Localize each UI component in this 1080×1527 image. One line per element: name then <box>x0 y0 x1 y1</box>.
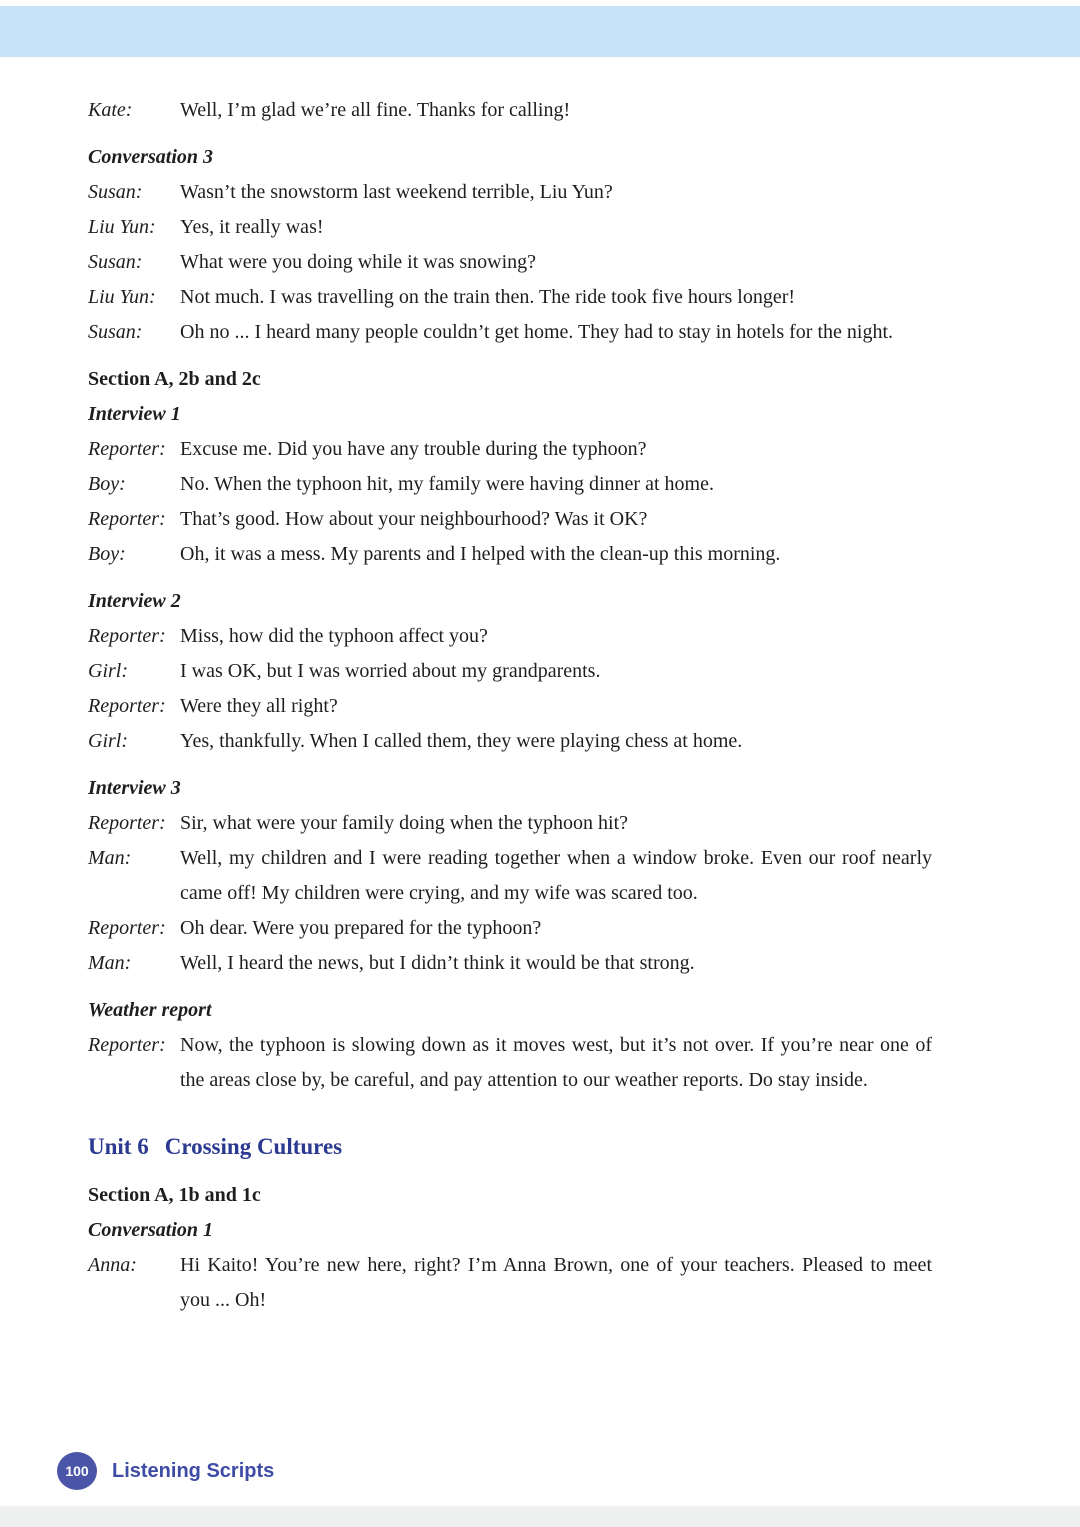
unit-title: Crossing Cultures <box>164 1134 343 1159</box>
speaker-label: Liu Yun: <box>88 286 156 308</box>
dialogue-line <box>88 537 932 572</box>
dialogue-line <box>88 1248 932 1318</box>
dialogue-line <box>88 911 932 946</box>
dialogue-line <box>88 619 932 654</box>
dialogue-text: That’s good. How about your neighbourhood? Was it OK? <box>180 508 648 530</box>
dialogue-text: Oh no ... I heard many people couldn’t get home. They had to stay in hotels for the night. <box>180 321 893 343</box>
speaker-label: Liu Yun: <box>88 216 156 238</box>
section-heading-2b-2c: Section A, 2b and 2c <box>88 368 261 390</box>
subheading-conversation-3: Conversation 3 <box>88 146 214 168</box>
subheading-interview-2: Interview 2 <box>88 590 181 612</box>
speaker-label: Anna: <box>88 1254 137 1276</box>
dialogue-line <box>88 315 932 350</box>
dialogue-text: Miss, how did the typhoon affect you? <box>180 625 488 647</box>
dialogue-line <box>88 245 932 280</box>
page-footer <box>57 1452 274 1490</box>
page-number-badge: 100 <box>57 1452 97 1490</box>
dialogue-line <box>88 806 932 841</box>
speaker-label: Susan: <box>88 181 143 203</box>
dialogue-text: Hi Kaito! You’re new here, right? I’m Anna Brown, one of your teachers. Pleased to meet you ... Oh! <box>180 1254 932 1311</box>
speaker-label: Girl: <box>88 660 128 682</box>
dialogue-text: No. When the typhoon hit, my family were having dinner at home. <box>180 473 714 495</box>
dialogue-line <box>88 1028 932 1098</box>
speaker-label: Reporter: <box>88 695 166 717</box>
dialogue-line <box>88 210 932 245</box>
speaker-label: Man: <box>88 952 132 974</box>
speaker-label: Boy: <box>88 473 126 495</box>
dialogue-text: Well, I’m glad we’re all fine. Thanks for calling! <box>180 99 571 121</box>
speaker-label: Reporter: <box>88 917 166 939</box>
speaker-label: Reporter: <box>88 625 166 647</box>
unit-heading <box>88 1130 932 1164</box>
dialogue-line <box>88 280 932 315</box>
subheading-interview-1: Interview 1 <box>88 403 181 425</box>
dialogue-text: What were you doing while it was snowing? <box>180 251 537 273</box>
speaker-label: Susan: <box>88 321 143 343</box>
speaker-label: Kate: <box>88 99 133 121</box>
dialogue-line <box>88 654 932 689</box>
dialogue-line <box>88 502 932 537</box>
subheading-interview-3: Interview 3 <box>88 777 181 799</box>
subheading-conversation-1: Conversation 1 <box>88 1219 214 1241</box>
subheading-weather-report: Weather report <box>88 999 212 1021</box>
dialogue-text: Oh, it was a mess. My parents and I helped with the clean-up this morning. <box>180 543 781 565</box>
listening-script-content <box>88 93 932 1318</box>
dialogue-text: Now, the typhoon is slowing down as it moves west, but it’s not over. If you’re near one of the areas close by, be careful, and pay attention to our weather reports. Do stay inside. <box>180 1034 932 1091</box>
speaker-label: Reporter: <box>88 438 166 460</box>
dialogue-text: Well, my children and I were reading together when a window broke. Even our roof nearly came off! My children were crying, and my wife was scared too. <box>180 847 932 904</box>
dialogue-line <box>88 175 932 210</box>
dialogue-line <box>88 432 932 467</box>
dialogue-text: Excuse me. Did you have any trouble during the typhoon? <box>180 438 647 460</box>
dialogue-line <box>88 724 932 759</box>
dialogue-text: Were they all right? <box>180 695 338 717</box>
speaker-label: Girl: <box>88 730 128 752</box>
dialogue-text: Oh dear. Were you prepared for the typhoon? <box>180 917 542 939</box>
footer-title: Listening Scripts <box>112 1459 275 1482</box>
dialogue-text: Sir, what were your family doing when the typhoon hit? <box>180 812 628 834</box>
dialogue-line <box>88 841 932 911</box>
dialogue-text: Yes, thankfully. When I called them, they were playing chess at home. <box>180 730 743 752</box>
page-bottom-edge <box>0 1506 1080 1527</box>
section-heading-1b-1c: Section A, 1b and 1c <box>88 1184 261 1206</box>
dialogue-text: Well, I heard the news, but I didn’t think it would be that strong. <box>180 952 695 974</box>
page-header-band <box>0 6 1080 57</box>
dialogue-line <box>88 946 932 981</box>
dialogue-text: I was OK, but I was worried about my grandparents. <box>180 660 601 682</box>
speaker-label: Reporter: <box>88 1034 166 1056</box>
dialogue-text: Not much. I was travelling on the train then. The ride took five hours longer! <box>180 286 796 308</box>
speaker-label: Man: <box>88 847 132 869</box>
dialogue-line <box>88 93 932 128</box>
unit-number: Unit 6 <box>88 1134 149 1159</box>
dialogue-text: Yes, it really was! <box>180 216 324 238</box>
speaker-label: Boy: <box>88 543 126 565</box>
dialogue-line <box>88 467 932 502</box>
speaker-label: Reporter: <box>88 812 166 834</box>
speaker-label: Susan: <box>88 251 143 273</box>
speaker-label: Reporter: <box>88 508 166 530</box>
dialogue-text: Wasn’t the snowstorm last weekend terrible, Liu Yun? <box>180 181 613 203</box>
dialogue-line <box>88 689 932 724</box>
